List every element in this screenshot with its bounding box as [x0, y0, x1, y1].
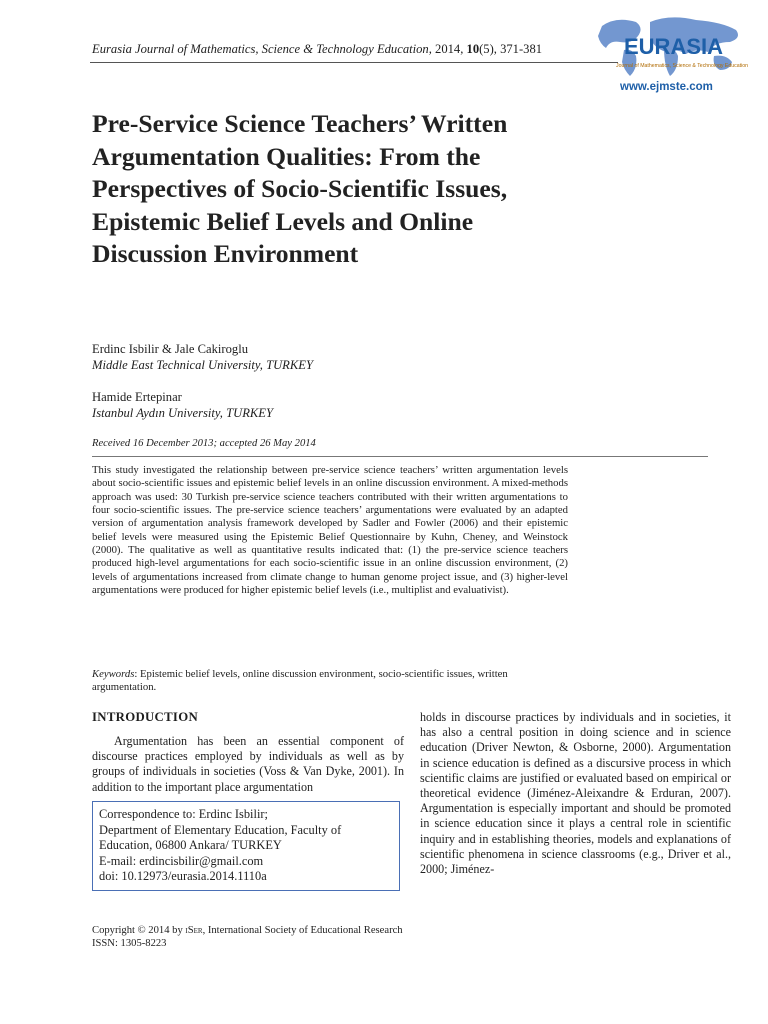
copyright-line [92, 924, 403, 937]
journal-volume: 10 [466, 42, 480, 56]
introduction-left-column: Argumentation has been an essential component of discourse practices employed by individuals as well as by groups of individuals in societies (Voss & Van Dyke, 2001). In addition to the important place argumentation [92, 734, 404, 794]
keywords [92, 668, 568, 695]
keywords-text: : Epistemic belief levels, online discussion environment, socio-scientific issues, written argumentation. [92, 668, 508, 694]
journal-citation [92, 42, 542, 57]
logo-subtext: Journal of Mathematics, Science & Technology Education [616, 63, 748, 69]
correspondence-line-1: Correspondence to: Erdinc Isbilir; [99, 807, 268, 821]
article-title: Pre-Service Science Teachers’ Written Argumentation Qualities: From the Perspectives of Socio-Scientific Issues, Epistemic Belief Levels and Online Discussion Environment [92, 109, 508, 268]
email-label: E-mail: [99, 853, 140, 868]
journal-issue-pages: (5), 371-381 [479, 42, 543, 56]
author-affiliation-2: Istanbul Aydın University, TURKEY [92, 406, 273, 420]
author-names-2: Hamide Ertepinar [92, 390, 182, 404]
correspondence-doi[interactable]: doi: 10.12973/eurasia.2014.1110a [99, 869, 267, 884]
introduction-heading: INTRODUCTION [92, 710, 198, 724]
email-address[interactable]: erdincisbilir@gmail.com [139, 853, 264, 868]
copyright-suffix: , International Society of Educational Research [202, 925, 403, 936]
copyright-prefix: Copyright © 2014 by [92, 925, 186, 936]
section-rule [92, 456, 708, 457]
journal-name: Eurasia Journal of Mathematics, Science & Technology Education, [92, 42, 432, 56]
received-dates: Received 16 December 2013; accepted 26 May 2014 [92, 438, 316, 449]
keywords-label: Keywords [92, 668, 135, 680]
header-rule [90, 62, 618, 63]
iser-name: iSer [185, 925, 203, 936]
journal-url[interactable]: www.ejmste.com [620, 81, 713, 93]
correspondence-box [92, 801, 400, 891]
issn-line: ISSN: 1305-8223 [92, 938, 167, 949]
author-names-1: Erdinc Isbilir & Jale Cakiroglu [92, 342, 248, 356]
correspondence-email-line [99, 854, 399, 870]
author-affiliation-1: Middle East Technical University, TURKEY [92, 358, 313, 372]
logo-wordmark: EURASIA [624, 34, 724, 59]
abstract: This study investigated the relationship between pre-service science teachers’ written argumentation levels about socio-scientific issues and epistemic belief levels in an online discussion environment. A mixed-methods approach was used: 30 Turkish pre-service science teachers contributed with their written argumentations to four socio-scientific issues. The pre-service science teachers’ argumentations were evaluated by an adapted version of argumentation analysis framework developed by Sadler and Fowler (2006) and their epistemic belief levels were measured using the Epistemic Belief Questionnaire by Kuhn, Cheney, and Weinstock (2000). The qualitative as well as quantitative results indicated that: (1) the pre-service science teachers produced high-level argumentations for each socio-scientific issue in an online discussion environment, (2) levels of argumentations increased from climate change to human genome project issue, and (3) higher-level argumentations were produced for higher epistemic belief levels (i.e., multiplist and evaluativist). [92, 464, 568, 597]
correspondence-line-2: Department of Elementary Education, Faculty of [99, 822, 342, 837]
journal-year: 2014, [435, 42, 464, 56]
introduction-right-column: holds in discourse practices by individuals and in societies, it has also a central position in doing science and in science education (Driver Newton, & Osborne, 2000). Argumentation in science education is defined as a discursive process in which scientific claims are justified or evaluated based on empirical or theoretical evidence (Jiménez-Aleixandre & Erduran, 2007). Argumentation is especially important and should be promoted in science education since it plays a central role in scientific inquiry and in establishing theories, models and explanations of scientific phenomena in science classrooms (e.g., Driver et al., 2000; Jiménez- [420, 710, 731, 877]
copyright-footer [92, 924, 403, 950]
correspondence-line-3: Education, 06800 Ankara/ TURKEY [99, 838, 282, 853]
